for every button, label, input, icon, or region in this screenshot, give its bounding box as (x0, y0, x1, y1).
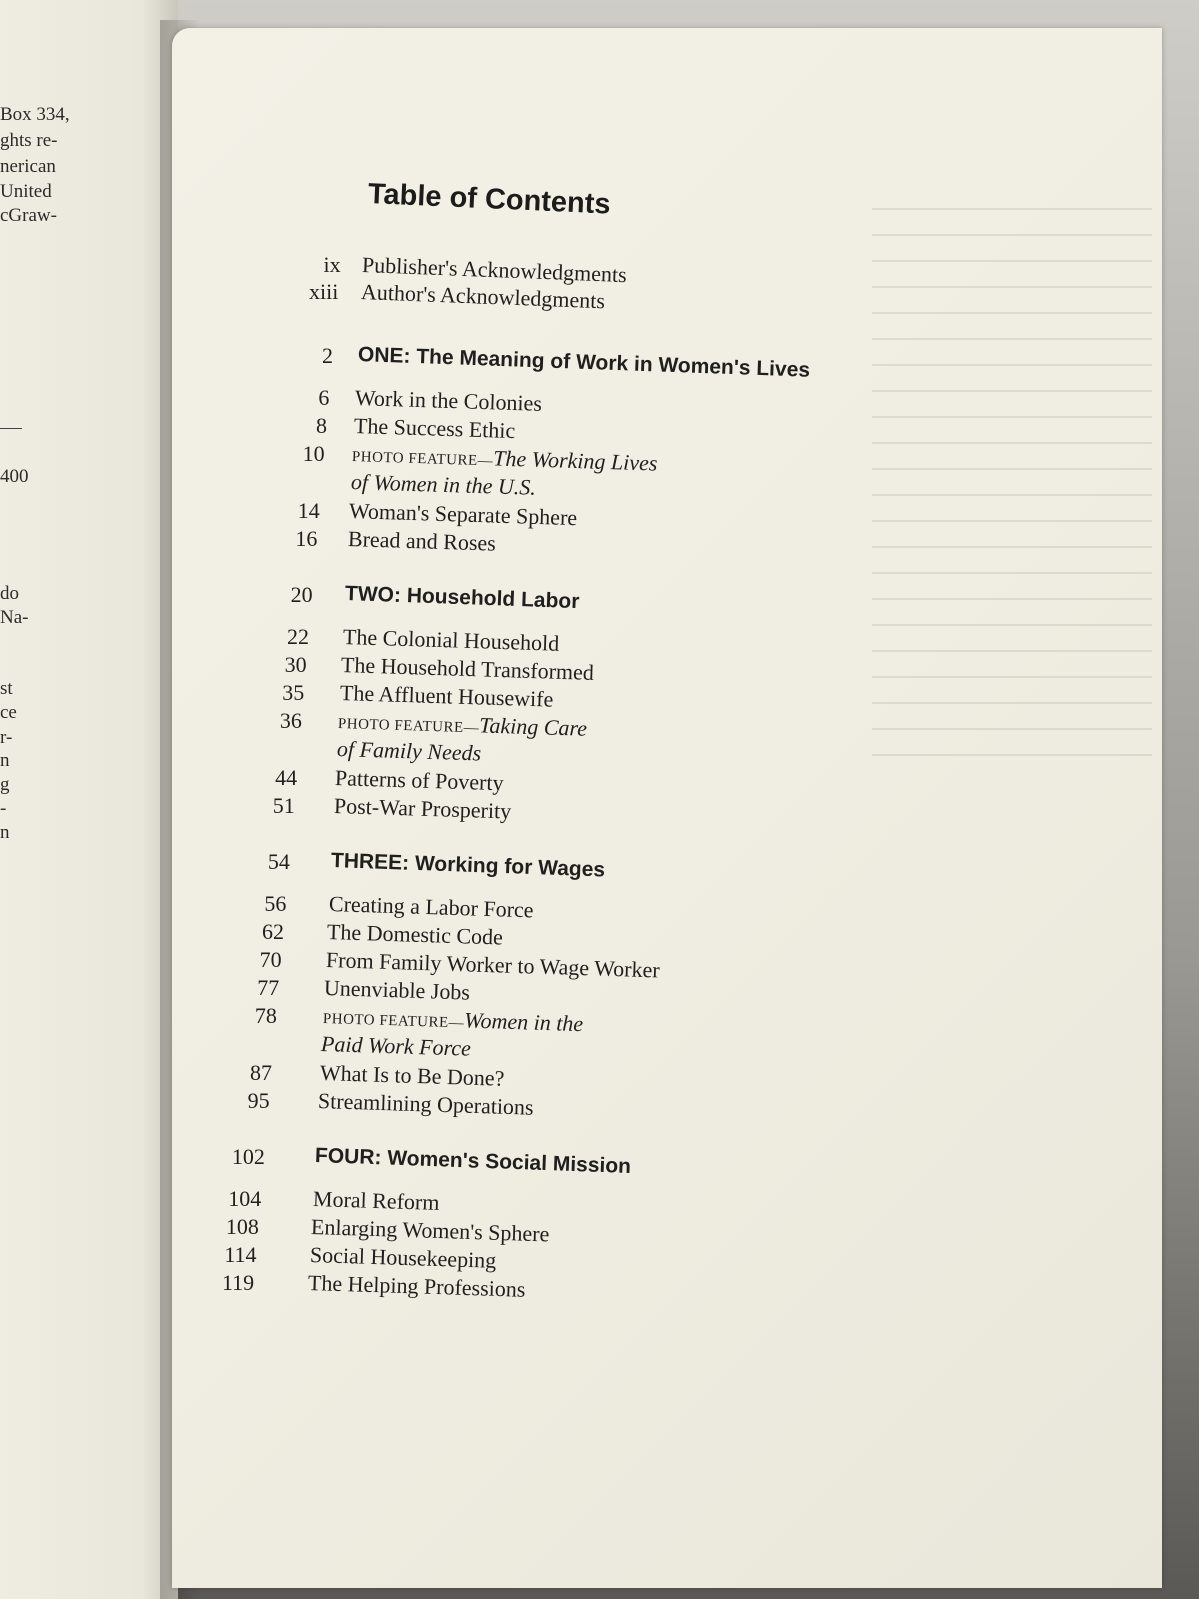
toc-page-number: 70 (259, 947, 282, 972)
toc-page-number: 119 (221, 1270, 255, 1295)
left-page-text-fragment: do (0, 583, 19, 604)
toc-entry: Woman's Separate Sphere (348, 498, 578, 531)
toc-page-number: 104 (228, 1186, 262, 1211)
photo-feature-label: PHOTO FEATURE— (322, 1011, 465, 1032)
photo-feature-title: Taking Care (479, 712, 588, 741)
toc-page-number: 22 (287, 624, 310, 649)
left-page-text-fragment: - (0, 798, 7, 819)
left-page-text-fragment: st (0, 678, 13, 699)
toc-entry-continuation: Paid Work Force (320, 1031, 472, 1061)
toc-entry: Work in the Colonies (354, 385, 543, 416)
toc-page-number: ix (323, 252, 341, 277)
left-page-text-fragment: Box 334, (0, 104, 70, 125)
left-page-rule (0, 428, 22, 429)
toc-page-number: 95 (247, 1088, 270, 1113)
left-page-text-fragment: g (0, 774, 10, 795)
left-page-text-fragment: Na- (0, 607, 29, 628)
toc-chapter-heading: ONE: The Meaning of Work in Women's Lives (357, 343, 811, 382)
left-page (0, 0, 178, 1599)
left-page-text-fragment: n (0, 750, 10, 771)
toc-entry: Bread and Roses (347, 526, 497, 556)
toc-chapter-heading: FOUR: Women's Social Mission (314, 1144, 632, 1179)
toc-entry: What Is to Be Done? (319, 1060, 505, 1091)
toc-page-number: 36 (279, 708, 302, 733)
toc-entry: Unenviable Jobs (323, 975, 471, 1005)
toc-entry: The Success Ethic (353, 413, 516, 444)
left-page-text-fragment: ce (0, 702, 17, 723)
toc-entry-continuation: of Family Needs (336, 736, 482, 766)
toc-page-number: xiii (309, 279, 339, 304)
toc-chapter-heading: THREE: Working for Wages (330, 849, 606, 882)
toc-page-number: 10 (302, 441, 325, 466)
photo-feature-title: The Working Lives (493, 445, 659, 476)
toc-entry: The Domestic Code (326, 919, 504, 950)
photo-feature-label: PHOTO FEATURE— (352, 449, 494, 470)
toc-page-number: 78 (254, 1003, 277, 1028)
left-page-text-fragment: n (0, 822, 10, 843)
toc-entry: From Family Worker to Wage Worker (325, 947, 660, 983)
toc-page-number: 20 (290, 582, 313, 607)
toc-entry: Post-War Prosperity (333, 793, 512, 824)
toc-entry: Social Housekeeping (309, 1242, 497, 1273)
toc-page-number: 51 (272, 793, 295, 818)
toc-entry: The Household Transformed (340, 652, 595, 685)
left-page-text-fragment: r- (0, 727, 13, 748)
toc-page-number: 30 (284, 652, 307, 677)
left-page-text-fragment: ghts re- (0, 130, 58, 151)
left-page-text-fragment: nerican (0, 156, 56, 177)
toc-page-number: 62 (261, 919, 284, 944)
toc-entry: Enlarging Women's Sphere (311, 1214, 551, 1247)
left-page-text-fragment: cGraw- (0, 205, 57, 226)
toc-page-number: 2 (321, 343, 333, 368)
toc-page-number: 114 (224, 1242, 257, 1267)
toc-front-matter-entry: Publisher's Acknowledgments (361, 252, 628, 288)
photo-feature-title: Women in the (463, 1007, 584, 1037)
toc-page-number: 8 (315, 413, 327, 438)
toc-page-number: 56 (264, 891, 287, 916)
show-through-text (872, 208, 1152, 768)
toc-chapter-heading: TWO: Household Labor (344, 582, 580, 614)
toc-front-matter-entry: Author's Acknowledgments (360, 279, 606, 314)
toc-page-number: 44 (275, 765, 298, 790)
toc-page-number: 6 (318, 385, 330, 410)
toc-page-number: 102 (231, 1144, 265, 1169)
toc-page-number: 14 (297, 498, 320, 523)
photo-feature-label: PHOTO FEATURE— (337, 716, 480, 737)
toc-entry: Patterns of Poverty (334, 765, 505, 796)
toc-entry: Streamlining Operations (317, 1088, 535, 1120)
left-page-text-fragment: 400 (0, 466, 29, 487)
toc-entry: The Colonial Household (342, 624, 560, 656)
toc-page-number: 108 (225, 1214, 259, 1239)
toc-page-number: 54 (267, 849, 290, 874)
toc-page-number: 35 (282, 680, 305, 705)
toc-entry: Moral Reform (312, 1186, 440, 1215)
toc-entry: The Helping Professions (308, 1270, 527, 1302)
toc-page-number: 16 (295, 526, 318, 551)
toc-entry: Creating a Labor Force (328, 891, 534, 923)
toc-entry: The Affluent Housewife (339, 680, 554, 712)
toc-page-number: 77 (257, 975, 280, 1000)
page-title: Table of Contents (367, 178, 612, 221)
toc-page-number: 87 (250, 1060, 272, 1085)
toc-entry-continuation: of Women in the U.S. (350, 469, 537, 500)
left-page-text-fragment: United (0, 181, 52, 202)
